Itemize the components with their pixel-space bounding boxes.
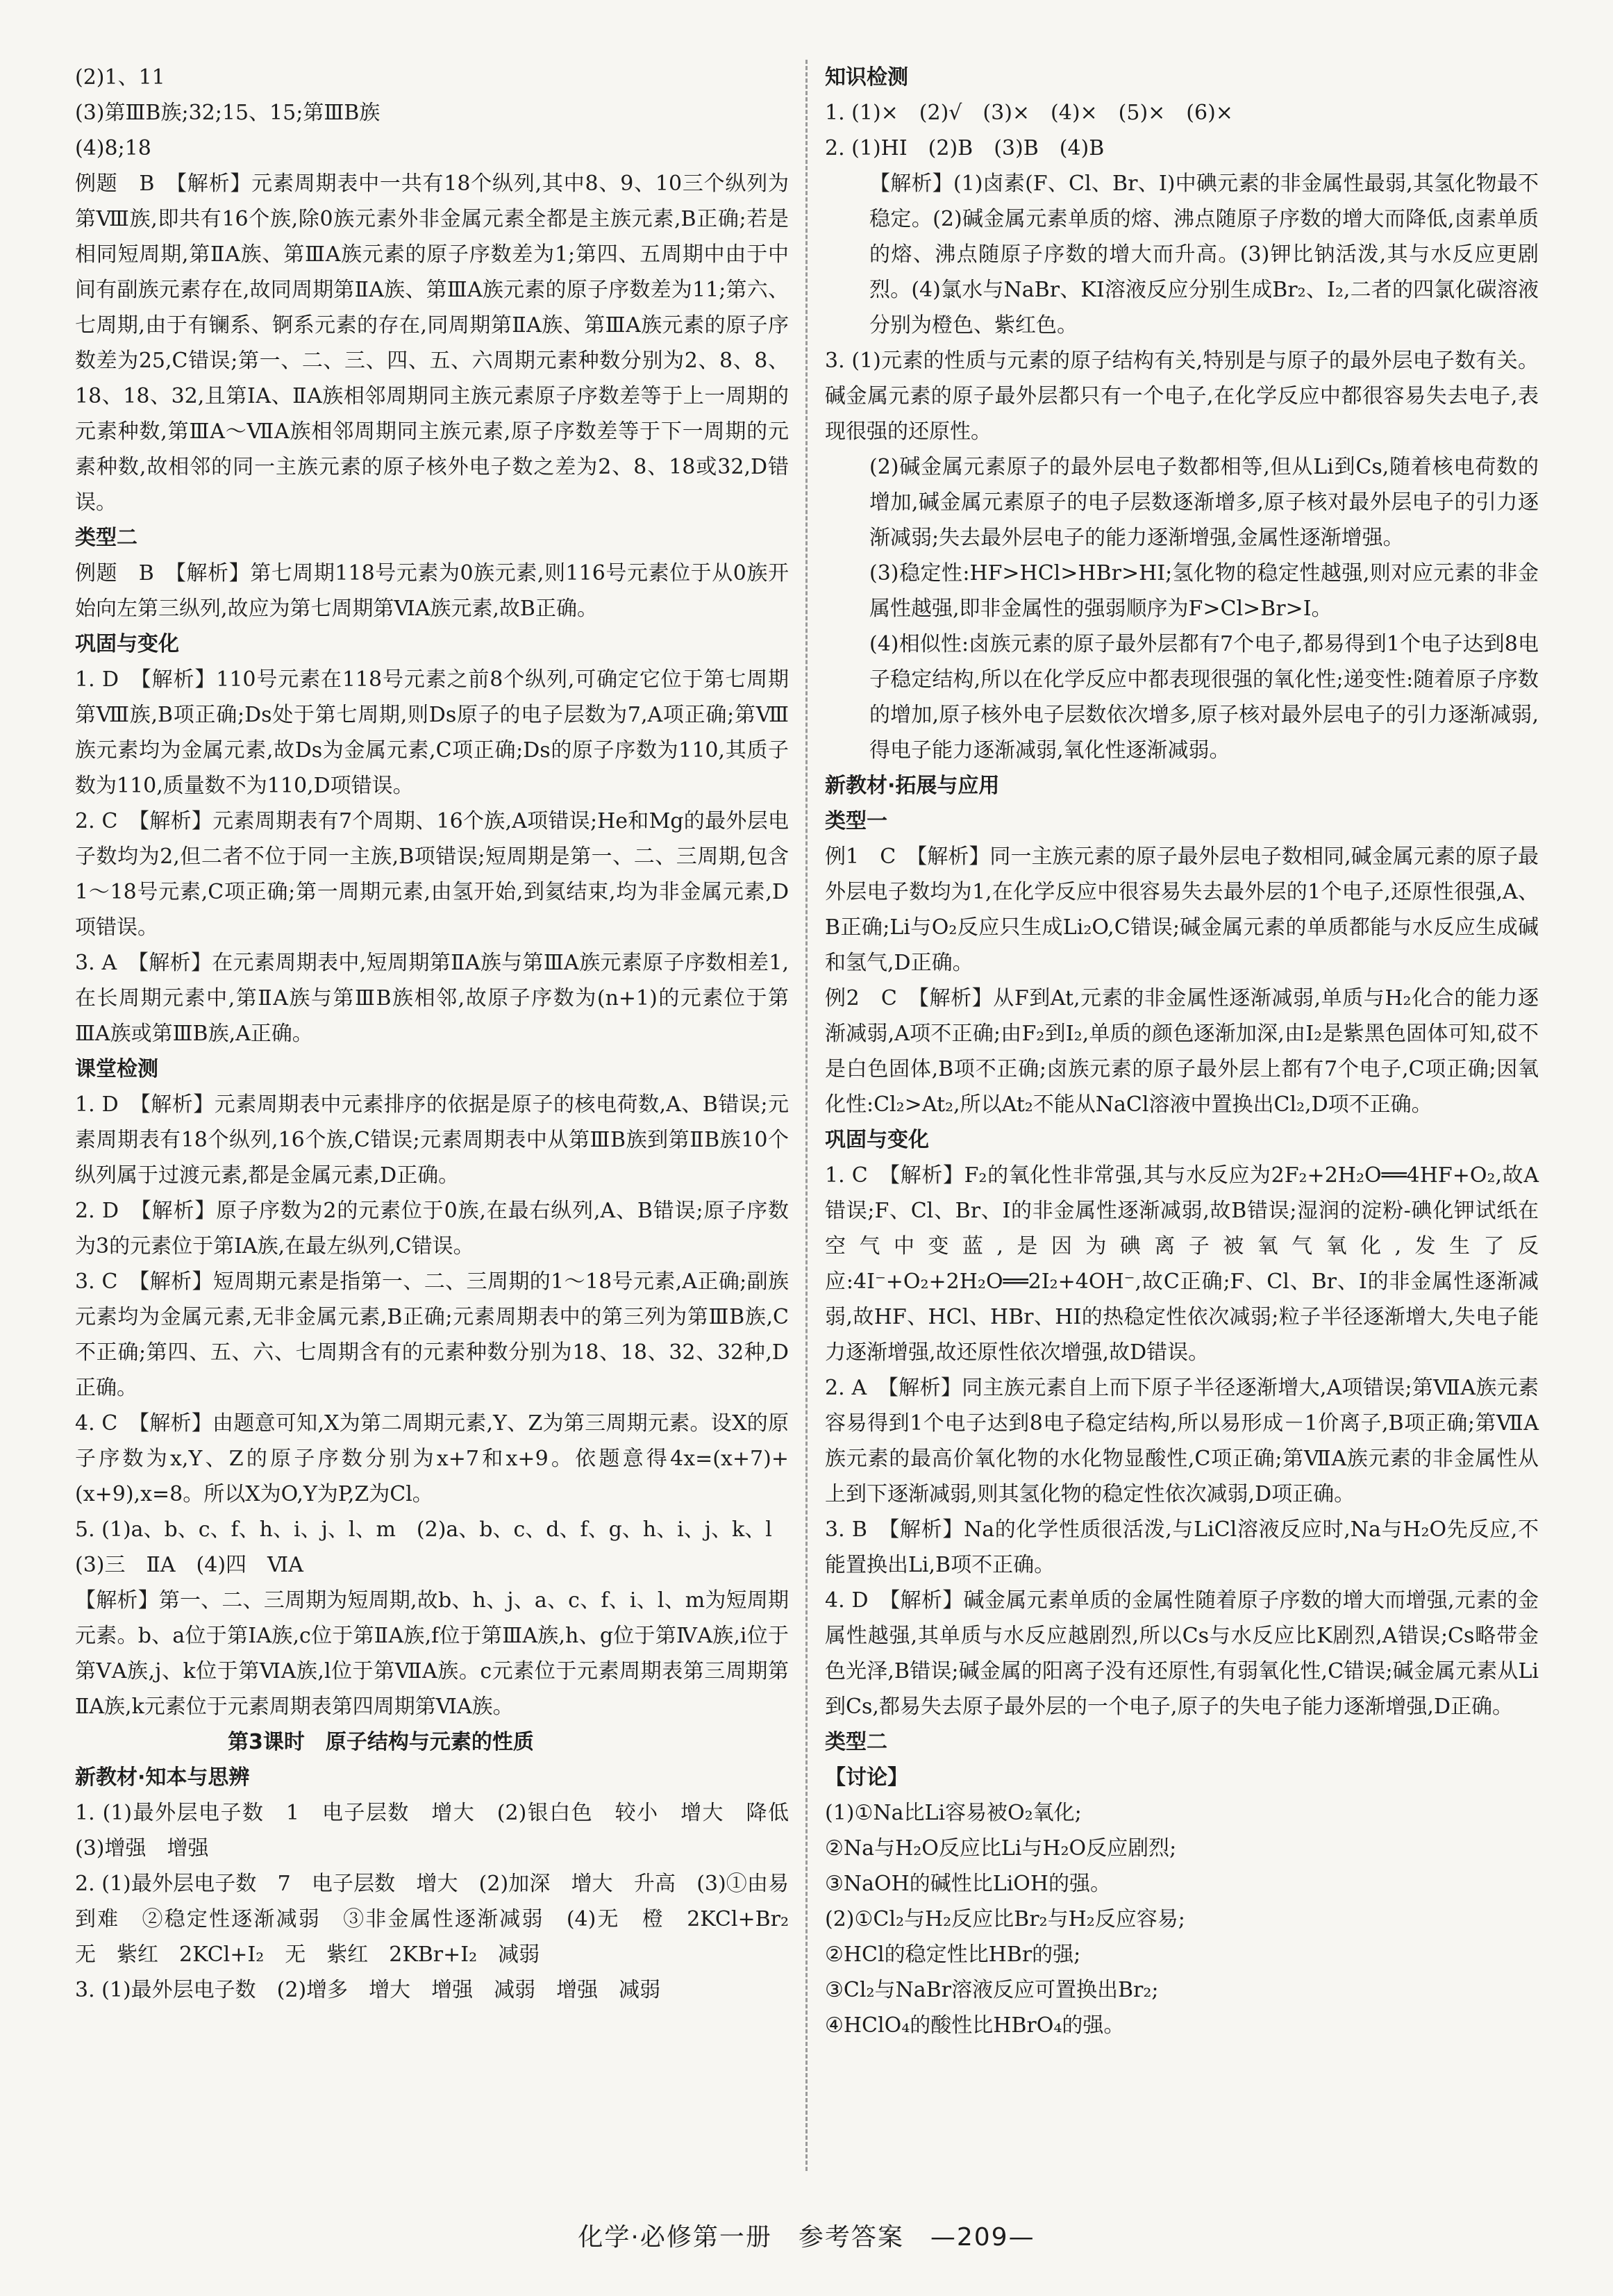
answer-paragraph: (3)第ⅢB族;32;15、15;第ⅢB族: [75, 101, 381, 125]
answer-paragraph: 2. (1)HI (2)B (3)B (4)B: [825, 136, 1105, 160]
answer-paragraph: 例2 C 【解析】从F到At,元素的非金属性逐渐减弱,单质与H₂化合的能力逐渐减弱,A项不正确;由F₂到I₂,单质的颜色逐渐加深,由I₂是紫黑色固体可知,砹不是白色固体,B项不正确;卤族元素的原子最外层上都有7个电子,C项正确;因氧化性:Cl₂>At₂,所以At₂不能从NaCl溶液中置换出Cl₂,D项不正确。: [825, 986, 1539, 1117]
answer-paragraph: ②Na与H₂O反应比Li与H₂O反应剧烈;: [825, 1836, 1177, 1861]
section-heading: 新教材·拓展与应用: [825, 774, 1000, 798]
answer-paragraph: 4. C 【解析】由题意可知,X为第二周期元素,Y、Z为第三周期元素。设X的原子序数为x,Y、Z的原子序数分别为x+7和x+9。依题意得4x=(x+7)+(x+9),x=8。所以X为O,Y为P,Z为Cl。: [75, 1411, 789, 1506]
section-heading: 类型二: [825, 1730, 887, 1754]
answer-note: (2)碱金属元素原子的最外层电子数都相等,但从Li到Cs,随着核电荷数的增加,碱金属元素原子的电子层数逐渐增多,原子核对最外层电子的引力逐渐减弱;失去最外层电子的能力逐渐增强,金属性逐渐增强。: [869, 455, 1539, 550]
section-heading: 巩固与变化: [75, 632, 179, 656]
answer-paragraph: 3. B 【解析】Na的化学性质很活泼,与LiCl溶液反应时,Na与H₂O先反应,不能置换出Li,B项不正确。: [825, 1517, 1539, 1577]
answer-paragraph: 1. C 【解析】F₂的氧化性非常强,其与水反应为2F₂+2H₂O══4HF+O₂,故A错误;F、Cl、Br、I的非金属性逐渐减弱,故B错误;湿润的淀粉-碘化钾试纸在空气中变蓝,是因为碘离子被氧气氧化,发生了反应:4I⁻+O₂+2H₂O══2I₂+4OH⁻,故C正确;F、Cl、Br、I的非金属性逐渐减弱,故HF、HCl、HBr、HI的热稳定性依次减弱;粒子半径逐渐增大,失电子能力逐渐增强,故还原性依次增强,故D错误。: [825, 1163, 1539, 1365]
section-heading: 类型二: [75, 526, 137, 550]
answer-paragraph: 例1 C 【解析】同一主族元素的原子最外层电子数相同,碱金属元素的原子最外层电子数均为1,在化学反应中很容易失去最外层的1个电子,还原性很强,A、B正确;Li与O₂反应只生成Li₂O,C错误;碱金属元素的单质都能与水反应生成碱和氢气,D正确。: [825, 845, 1539, 975]
answer-paragraph: 3. (1)元素的性质与元素的原子结构有关,特别是与原子的最外层电子数有关。碱金属元素的原子最外层都只有一个电子,在化学反应中都很容易失去电子,表现很强的还原性。: [825, 349, 1539, 444]
answer-paragraph: 2. (1)最外层电子数 7 电子层数 增大 (2)加深 增大 升高 (3)①由易到难 ②稳定性逐渐减弱 ③非金属性逐渐减弱 (4)无 橙 2KCl+Br₂ 无 紫红 2KCl+I₂ 无 紫红 2KBr+I₂ 减弱: [75, 1872, 810, 1967]
answer-note: 【解析】(1)卤素(F、Cl、Br、I)中碘元素的非金属性最弱,其氢化物最不稳定。(2)碱金属元素单质的熔、沸点随原子序数的增大而降低,卤素单质的熔、沸点随原子序数的增大而升高。(3)钾比钠活泼,其与水反应更剧烈。(4)氯水与NaBr、KI溶液反应分别生成Br₂、I₂,二者的四氯化碳溶液分别为橙色、紫红色。: [869, 172, 1539, 338]
answer-paragraph: 2. C 【解析】元素周期表有7个周期、16个族,A项错误;He和Mg的最外层电子数均为2,但二者不位于同一主族,B项错误;短周期是第一、二、三周期,包含1～18号元素,C项正确;第一周期元素,由氢开始,到氦结束,均为非金属元素,D项错误。: [75, 809, 789, 940]
answer-paragraph: 3. (1)最外层电子数 (2)增多 增大 增强 减弱 增强 减弱: [75, 1978, 661, 2002]
answer-paragraph: 2. A 【解析】同主族元素自上而下原子半径逐渐增大,A项错误;第ⅦA族元素容易得到1个电子达到8电子稳定结构,所以易形成－1价离子,B项正确;第ⅦA族元素的最高价氧化物的水化物显酸性,C项正确;第ⅦA族元素的非金属性从上到下逐渐减弱,则其氢化物的稳定性依次减弱,D项正确。: [825, 1376, 1539, 1506]
lesson-title: 第3课时 原子结构与元素的性质: [228, 1730, 534, 1754]
section-heading: 巩固与变化: [825, 1128, 929, 1152]
answer-paragraph: 1. D 【解析】元素周期表中元素排序的依据是原子的核电荷数,A、B错误;元素周期表有18个纵列,16个族,C错误;元素周期表中从第ⅢB族到第ⅡB族10个纵列属于过渡元素,都是金属元素,D正确。: [75, 1092, 789, 1188]
answer-paragraph: ②HCl的稳定性比HBr的强;: [825, 1943, 1081, 1967]
answer-paragraph: (4)8;18: [75, 136, 151, 160]
answer-paragraph: 例题 B 【解析】元素周期表中一共有18个纵列,其中8、9、10三个纵列为第Ⅷ族,即共有16个族,除0族元素外非金属元素全都是主族元素,B正确;若是相同短周期,第ⅡA族、第ⅢA族元素的原子序数差为1;第四、五周期中由于中间有副族元素存在,故同周期第ⅡA族、第ⅢA族元素的原子序数差为11;第六、七周期,由于有镧系、锕系元素的存在,同周期第ⅡA族、第ⅢA族元素的原子序数差为25,C错误;第一、二、三、四、五、六周期元素种数分别为2、8、8、18、18、32,且第ⅠA、ⅡA族相邻周期同主族元素原子序数差等于上一周期的元素种数,第ⅢA～ⅦA族相邻周期同主族元素,原子序数差等于下一周期的元素种数,故相邻的同一主族元素的原子核外电子数之差为2、8、18或32,D错误。: [75, 172, 789, 515]
answer-paragraph: ③Cl₂与NaBr溶液反应可置换出Br₂;: [825, 1978, 1159, 2002]
answer-note: (4)相似性:卤族元素的原子最外层都有7个电子,都易得到1个电子达到8电子稳定结构,所以在化学反应中都表现很强的氧化性;递变性:随着原子序数的增加,原子核外电子层数依次增多,原子核对最外层电子的引力逐渐减弱,得电子能力逐渐减弱,氧化性逐渐减弱。: [869, 632, 1539, 763]
answer-paragraph: 3. C 【解析】短周期元素是指第一、二、三周期的1～18号元素,A正确;副族元素均为金属元素,无非金属元素,B正确;元素周期表中的第三列为第ⅢB族,C不正确;第四、五、六、七周期含有的元素种数分别为18、18、32、32种,D正确。: [75, 1270, 789, 1400]
answer-paragraph: (2)①Cl₂与H₂反应比Br₂与H₂反应容易;: [825, 1907, 1185, 1931]
answer-note: (3)稳定性:HF>HCl>HBr>HI;氢化物的稳定性越强,则对应元素的非金属性越强,即非金属性的强弱顺序为F>Cl>Br>I。: [869, 561, 1539, 621]
answer-paragraph: 1. (1)最外层电子数 1 电子层数 增大 (2)银白色 较小 增大 降低 (3)增强 增强: [75, 1801, 810, 1861]
answer-paragraph: 5. (1)a、b、c、f、h、i、j、l、m (2)a、b、c、d、f、g、h、i、j、k、l (3)三 ⅡA (4)四 ⅥA 【解析】第一、二、三周期为短周期,故b、h、j、a、c、f、i、l、m为短周期元素。b、a位于第ⅠA族,c位于第ⅡA族,f位于第ⅢA族,h、g位于第ⅣA族,i位于第ⅤA族,j、k位于第ⅥA族,l位于第ⅦA族。c元素位于元素周期表第三周期第ⅡA族,k元素位于元素周期表第四周期第ⅥA族。: [75, 1517, 789, 1719]
answer-paragraph: ③NaOH的碱性比LiOH的强。: [825, 1872, 1112, 1896]
page-footer: 化学·必修第一册 参考答案 —209—: [578, 2223, 1035, 2252]
answer-paragraph: 2. D 【解析】原子序数为2的元素位于0族,在最右纵列,A、B错误;原子序数为3的元素位于第ⅠA族,在最左纵列,C错误。: [75, 1199, 789, 1258]
section-heading: 知识检测: [825, 65, 908, 90]
answer-paragraph: 1. D 【解析】110号元素在118号元素之前8个纵列,可确定它位于第七周期第Ⅷ族,B项正确;Ds处于第七周期,则Ds原子的电子层数为7,A项正确;第Ⅷ族元素均为金属元素,故Ds为金属元素,C项正确;Ds的原子序数为110,其质子数为110,质量数不为110,D项错误。: [75, 667, 789, 798]
answer-paragraph: (2)1、11: [75, 65, 165, 90]
answer-paragraph: 3. A 【解析】在元素周期表中,短周期第ⅡA族与第ⅢA族元素原子序数相差1,在长周期元素中,第ⅡA族与第ⅢB族相邻,故原子序数为(n+1)的元素位于第ⅢA族或第ⅢB族,A正确。: [75, 951, 789, 1046]
answer-paragraph: 例题 B 【解析】第七周期118号元素为0族元素,则116号元素位于从0族开始向左第三纵列,故应为第七周期第ⅥA族元素,故B正确。: [75, 561, 789, 621]
section-heading: 新教材·知本与思辨: [75, 1765, 250, 1790]
right-column: [825, 60, 1539, 2043]
answer-paragraph: (1)①Na比Li容易被O₂氧化;: [825, 1801, 1082, 1825]
section-heading: 课堂检测: [75, 1057, 158, 1081]
left-column: [75, 60, 810, 2008]
answer-paragraph: 4. D 【解析】碱金属元素单质的金属性随着原子序数的增大而增强,元素的金属性越强,其单质与水反应越剧烈,所以Cs与水反应比K剧烈,A错误;Cs略带金色光泽,B错误;碱金属的阳离子没有还原性,有弱氧化性,C错误;碱金属元素从Li到Cs,都易失去原子最外层的一个电子,原子的失电子能力逐渐增强,D正确。: [825, 1588, 1539, 1719]
answer-paragraph: ④HClO₄的酸性比HBrO₄的强。: [825, 2013, 1125, 2038]
section-heading: 【讨论】: [825, 1765, 908, 1790]
answer-paragraph: 1. (1)× (2)√ (3)× (4)× (5)× (6)×: [825, 101, 1233, 125]
section-heading: 类型一: [825, 809, 887, 833]
column-divider: [805, 60, 808, 2171]
